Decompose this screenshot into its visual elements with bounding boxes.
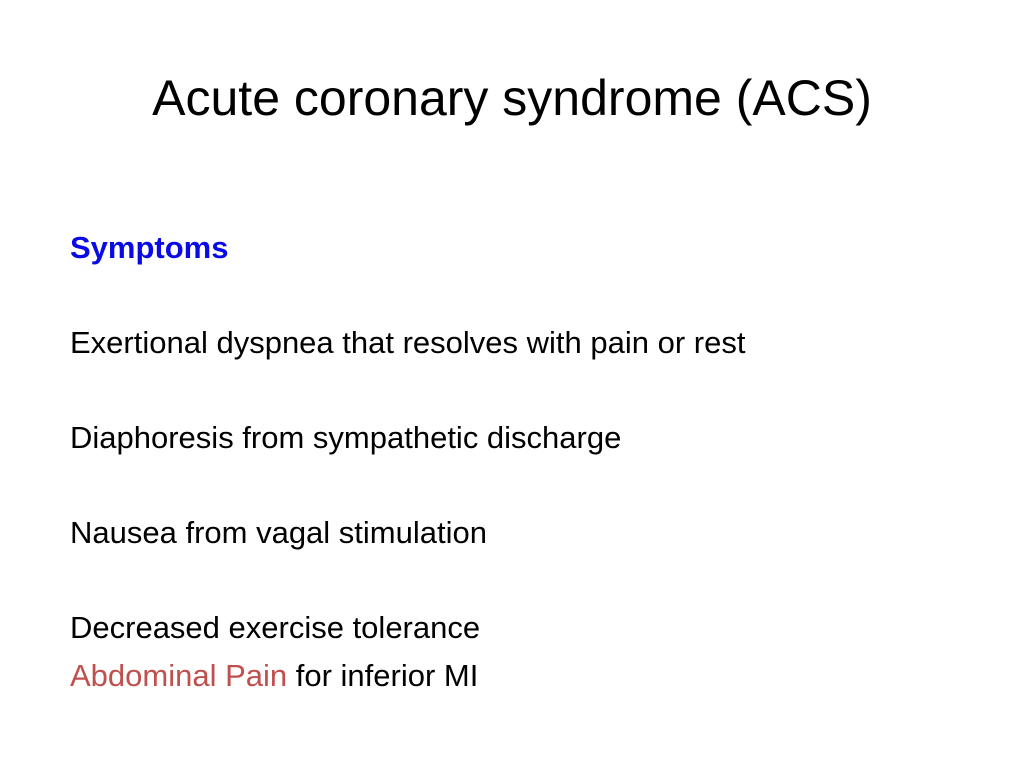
slide-title: Acute coronary syndrome (ACS) bbox=[152, 70, 872, 126]
spacer bbox=[70, 462, 990, 510]
symptom-item-abdominal bbox=[70, 652, 990, 700]
highlight-text: Abdominal Pain bbox=[70, 657, 288, 693]
symptom-item: Nausea from vagal stimulation bbox=[70, 515, 487, 550]
symptom-text: for inferior MI bbox=[287, 657, 479, 693]
symptom-item: Decreased exercise tolerance bbox=[70, 610, 481, 645]
spacer bbox=[70, 557, 990, 605]
symptom-item: Exertional dyspnea that resolves with pain or rest bbox=[70, 325, 746, 360]
spacer bbox=[70, 272, 990, 320]
symptom-item: Diaphoresis from sympathetic discharge bbox=[70, 420, 622, 455]
spacer bbox=[70, 367, 990, 415]
slide-content bbox=[70, 224, 990, 699]
section-heading: Symptoms bbox=[70, 230, 229, 265]
